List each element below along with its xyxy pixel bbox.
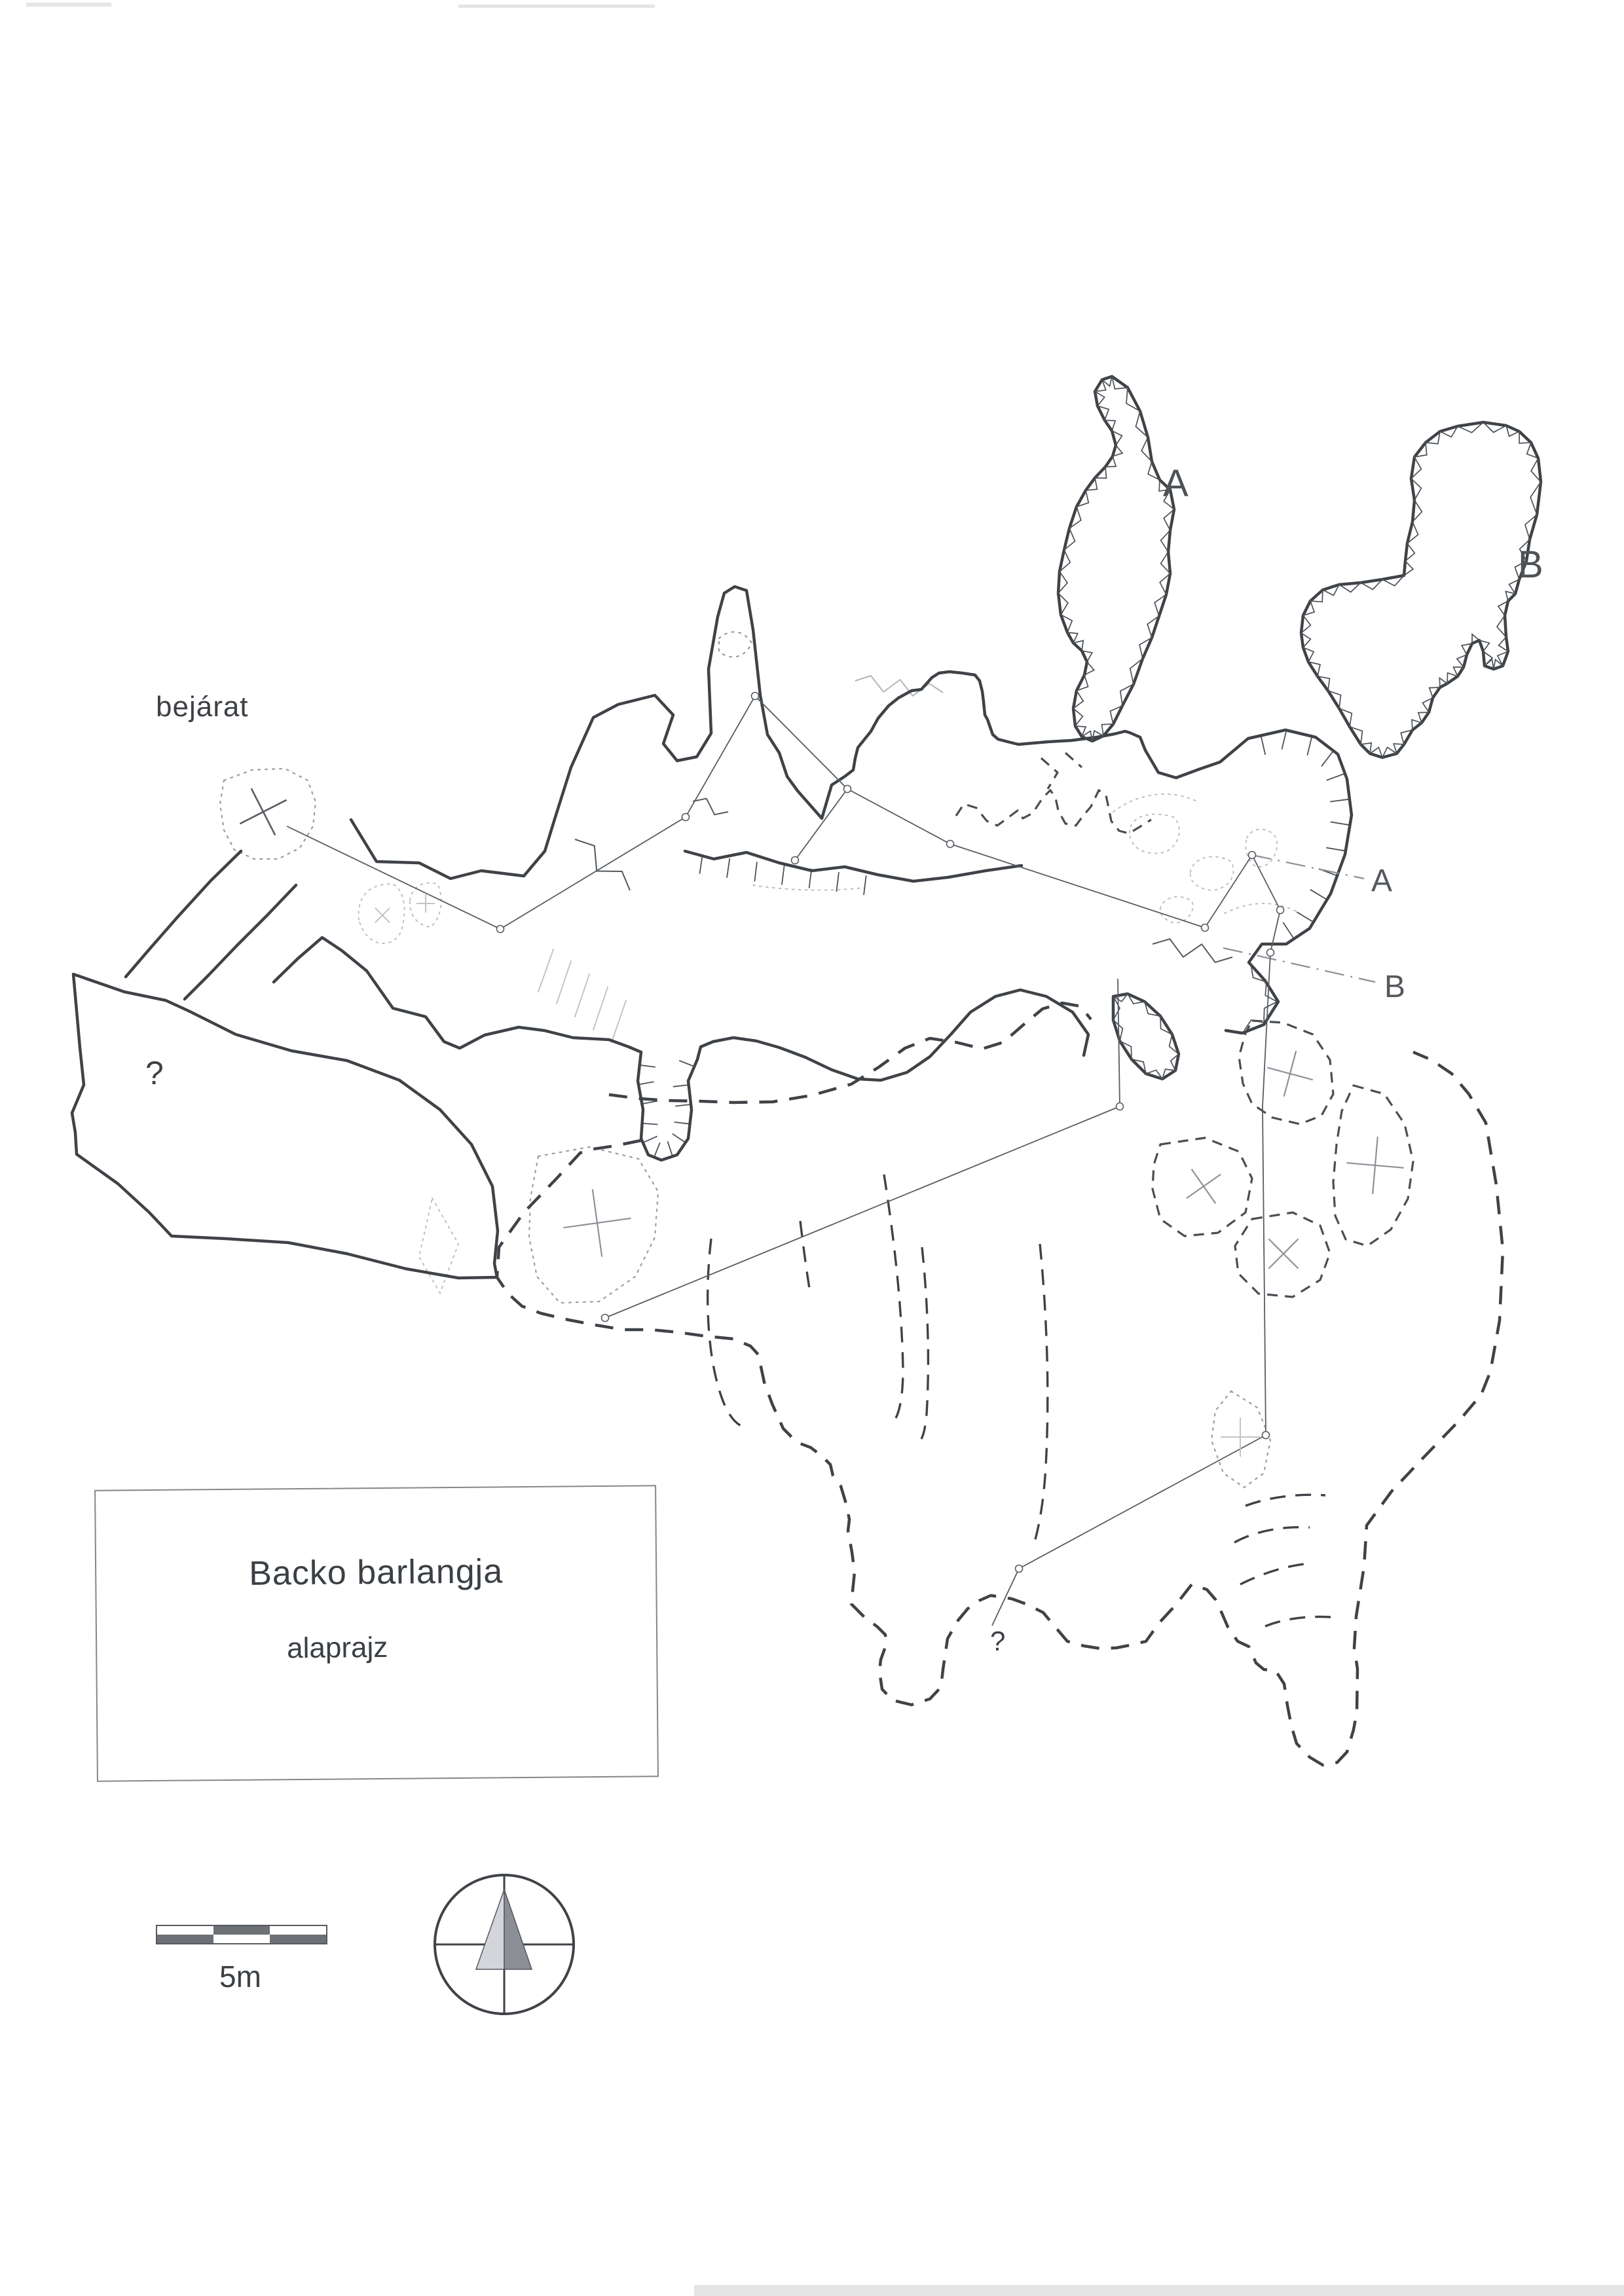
slope-arc-2 xyxy=(1240,1563,1310,1584)
cham-ring-3 xyxy=(1160,897,1193,923)
question-mark-bottom: ? xyxy=(990,1626,1006,1656)
slope-hatch xyxy=(612,1000,626,1042)
block1-cross xyxy=(1284,1051,1297,1097)
survey-station xyxy=(792,857,799,864)
ledge-ticks xyxy=(699,854,866,895)
scan-artifact xyxy=(26,3,111,7)
section-line-b xyxy=(1223,948,1375,982)
leg-hall xyxy=(605,1106,1120,1318)
title-box xyxy=(94,1485,659,1781)
pit-block xyxy=(1113,994,1179,1079)
compass xyxy=(435,1875,574,2014)
survey-station xyxy=(947,841,954,848)
entrance-x xyxy=(240,800,286,824)
cross-section-b-outline xyxy=(1301,422,1541,757)
slope-hatch xyxy=(593,987,608,1030)
cham-ring-1 xyxy=(1130,814,1179,854)
sketch-arrow xyxy=(419,1198,458,1293)
pitch-3 xyxy=(1153,939,1232,962)
contour-3 xyxy=(884,1175,903,1418)
scan-artifact xyxy=(694,2285,1624,2296)
entrance-connector-right xyxy=(185,885,296,999)
scale-segment xyxy=(157,1935,213,1943)
slope-arc-4 xyxy=(1246,1495,1325,1506)
chamber-rim-ticks xyxy=(1261,730,1350,939)
wall-south-middle xyxy=(274,938,1088,1160)
entrance-label: bejárat xyxy=(156,691,249,723)
scale-segment xyxy=(157,1926,213,1935)
survey-station xyxy=(1267,949,1274,957)
survey-station xyxy=(497,926,504,933)
block3-cross xyxy=(1187,1175,1221,1199)
north-arrow-left-half xyxy=(476,1889,504,1969)
slope-arc-1 xyxy=(1234,1527,1310,1542)
cross-section-a-label: A xyxy=(1163,462,1189,505)
map-title: Backo barlangja xyxy=(248,1552,504,1593)
boulder-x xyxy=(529,1147,658,1303)
contour-2 xyxy=(800,1221,811,1296)
scale-bar xyxy=(156,1925,327,1944)
slope-hatch xyxy=(538,949,553,992)
contour-1 xyxy=(708,1239,741,1426)
pitch-1 xyxy=(575,839,630,890)
north-arrow-right-half xyxy=(504,1889,532,1969)
wall-north xyxy=(351,587,1352,1033)
finger-arc xyxy=(719,632,752,657)
scale-segment xyxy=(213,1935,270,1943)
leg-branch xyxy=(795,789,847,860)
cham-arc-1 xyxy=(1113,794,1198,812)
cross-section-a-outline xyxy=(1058,376,1174,741)
scale-segment xyxy=(213,1926,270,1935)
survey-station xyxy=(844,786,851,793)
wall-passage-south xyxy=(685,851,1022,881)
contour-5 xyxy=(1033,1244,1048,1546)
drop-edge xyxy=(956,790,1151,833)
contour-4 xyxy=(921,1247,928,1439)
survey-station xyxy=(602,1315,609,1322)
section-line-a xyxy=(1252,855,1364,879)
slope-hatch xyxy=(575,974,589,1017)
scan-artifact xyxy=(458,5,655,8)
scale-segment xyxy=(270,1926,326,1935)
cross-section-b-label: B xyxy=(1518,543,1543,586)
scale-segment xyxy=(270,1935,326,1943)
survey-station xyxy=(682,814,690,821)
cham-arc-2 xyxy=(1225,903,1300,913)
slope-arc-3 xyxy=(1265,1617,1331,1626)
scale-label: 5m xyxy=(219,1959,261,1994)
survey-station xyxy=(1202,924,1209,932)
pitch-2 xyxy=(693,799,728,815)
survey-station xyxy=(1277,907,1284,914)
cham-ring-2 xyxy=(1190,857,1234,890)
survey-station xyxy=(1016,1565,1023,1573)
entrance-breakdown xyxy=(220,769,316,859)
survey-station xyxy=(1116,1103,1124,1110)
gap-dashes-2 xyxy=(1065,753,1082,767)
slope-hatch xyxy=(557,961,571,1004)
cham-ring-4 xyxy=(1246,829,1278,867)
plan-section-b-label: B xyxy=(1384,970,1406,1004)
west-lobe xyxy=(72,974,498,1278)
plan-section-a-label: A xyxy=(1371,864,1393,898)
survey-station xyxy=(752,693,759,700)
cross-section-a-teeth xyxy=(1058,376,1174,741)
gap-dashes-1 xyxy=(1041,758,1058,789)
question-mark-left: ? xyxy=(145,1055,164,1091)
survey-station xyxy=(1249,852,1256,859)
map-subtitle: alaprajz xyxy=(286,1631,388,1665)
survey-station xyxy=(1263,1432,1270,1439)
hall-north-edge xyxy=(609,1003,1091,1102)
